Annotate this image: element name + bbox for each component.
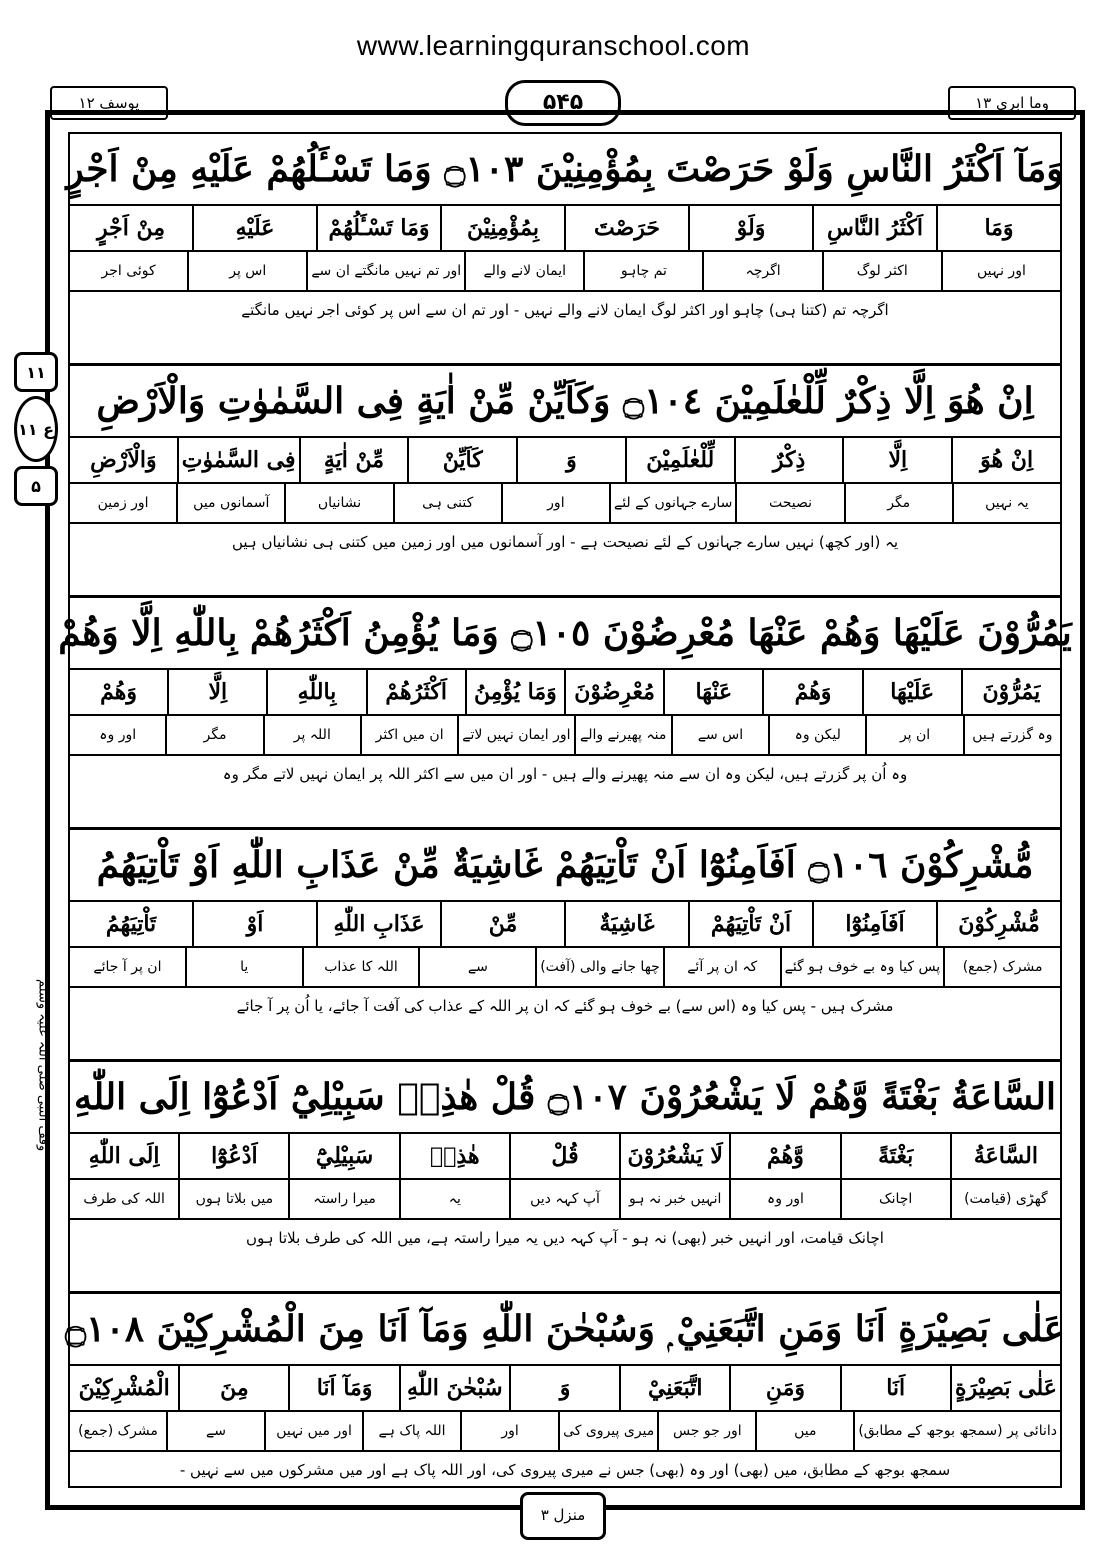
arabic-word: وَمَا يُؤْمِنُ <box>465 670 564 714</box>
urdu-meaning-row <box>70 484 1060 524</box>
urdu-meaning: ایمان لانے والے <box>464 252 583 290</box>
arabic-word: هٰذِهٖ <box>399 1134 509 1178</box>
arabic-word: وَمَا <box>936 206 1060 250</box>
urdu-meaning-row <box>70 252 1060 292</box>
urdu-meaning: اچانک <box>840 1180 950 1218</box>
arabic-word: غَاشِيَةٌ <box>564 902 688 946</box>
arabic-word: حَرَصْتَ <box>564 206 688 250</box>
urdu-translation: سمجھ بوجھ کے مطابق، میں (بھی) اور وہ (بھی) جس نے میری پیروی کی، اور اللہ پاک ہے اور میں مشرکوں میں سے نہیں - <box>179 1461 951 1479</box>
arabic-word: عَلٰى بَصِيْرَةٍ <box>950 1366 1060 1410</box>
margin-marker-bottom: ۵ <box>14 466 58 506</box>
site-url[interactable]: www.learningquranschool.com <box>356 30 751 61</box>
arabic-word: بَغْتَةً <box>840 1134 950 1178</box>
arabic-word: فِى السَّمٰوٰتِ <box>177 438 299 482</box>
arabic-word: اِلَّا <box>842 438 951 482</box>
verse-section <box>70 830 1060 1062</box>
urdu-meaning: یا <box>185 948 302 986</box>
urdu-meaning: سارے جہانوں کے لئے <box>609 484 735 522</box>
urdu-meaning: یہ <box>399 1180 509 1218</box>
arabic-word: وَلَوْ <box>688 206 812 250</box>
arabic-word: بِاللّٰهِ <box>266 670 365 714</box>
header-right-label: وما ابری ۱۳ <box>948 86 1076 120</box>
urdu-meaning: اور <box>460 1412 558 1450</box>
arabic-word: اَكْثَرُ النَّاسِ <box>812 206 936 250</box>
urdu-meaning: آپ کہہ دیں <box>509 1180 619 1218</box>
urdu-meaning-row <box>70 1412 1060 1452</box>
arabic-word: وَهُمْ <box>762 670 861 714</box>
urdu-meaning: اور <box>501 484 609 522</box>
arabic-word: قُلْ <box>509 1134 619 1178</box>
arabic-word-row <box>70 1366 1060 1412</box>
urdu-meaning: اس پر <box>187 252 306 290</box>
urdu-meaning: منہ پھیرنے والے <box>574 716 671 754</box>
arabic-word: اتَّبَعَنِيْ <box>619 1366 729 1410</box>
arabic-word: مُعْرِضُوْنَ <box>564 670 663 714</box>
urdu-translation: مشرک ہیں - پس کیا وہ (اس سے) بے خوف ہو گئے کہ ان پر اللہ کے عذاب کی آفت آ جائے، یا اُن پر آ جائے <box>236 997 894 1015</box>
urdu-meaning: میرا راستہ <box>288 1180 398 1218</box>
urdu-meaning: دانائی پر (سمجھ بوجھ کے مطابق) <box>853 1412 1060 1450</box>
arabic-word: اِلَّا <box>167 670 266 714</box>
urdu-meaning: ان پر <box>865 716 962 754</box>
urdu-meaning: لیکن وہ <box>768 716 865 754</box>
urdu-meaning: اور تم نہیں مانگتے ان سے <box>306 252 464 290</box>
verse-section <box>58 598 1072 830</box>
arabic-word-row <box>70 670 1060 716</box>
urdu-meaning: چھا جانے والی (آفت) <box>535 948 663 986</box>
page-number: ۵۴۵ <box>505 80 621 126</box>
ayah-line: السَّاعَةُ بَغْتَةً وَّهُمْ لَا يَشْعُرُوْنَ ۝١٠٧ قُلْ هٰذِهٖ سَبِيْلِيْٓ اَدْعُوْٓا اِلَى اللّٰهِ <box>70 1062 1060 1134</box>
arabic-word-row <box>70 438 1060 484</box>
arabic-word: اَكْثَرُهُمْ <box>366 670 465 714</box>
ruku-marker: ع ۱۱ <box>14 396 58 462</box>
arabic-word: مِنْ اَجْرٍ <box>96 215 166 241</box>
arabic-word: وَمَا تَسْـَٔلُهُمْ <box>316 206 440 250</box>
urdu-meaning: اللہ کا عذاب <box>302 948 419 986</box>
urdu-meaning: اور ایمان نہیں لاتے <box>457 716 573 754</box>
verse-section <box>70 366 1060 598</box>
arabic-word: الْمُشْرِكِيْنَ <box>78 1375 170 1401</box>
urdu-translation: وہ اُن پر گزرتے ہیں، لیکن وہ ان سے منہ پھیرنے والے ہیں - اور ان میں سے اکثر اللہ پر ایمان نہیں لاتے مگر وہ <box>222 765 908 783</box>
arabic-word: مُّشْرِكُوْنَ <box>936 902 1060 946</box>
urdu-meaning: اور وہ <box>99 727 137 743</box>
urdu-meaning: اور زمین <box>97 495 149 511</box>
urdu-meaning: نصیحت <box>735 484 843 522</box>
urdu-translation: اچانک قیامت، اور انہیں خبر (بھی) نہ ہو - آپ کہہ دیں یہ میرا راستہ ہے، میں اللہ کی طرف بلاتا ہوں <box>246 1229 884 1247</box>
arabic-word: اَوْ <box>192 902 316 946</box>
urdu-meaning: اور وہ <box>729 1180 839 1218</box>
arabic-word: عَلَيْهِ <box>192 206 316 250</box>
urdu-meaning: اور میں نہیں <box>264 1412 362 1450</box>
arabic-word: مِّنْ <box>440 902 564 946</box>
arabic-word: وَ <box>509 1366 619 1410</box>
arabic-word: ذِكْرٌ <box>734 438 843 482</box>
urdu-translation: اگرچہ تم (کتنا ہی) چاہو اور اکثر لوگ ایمان لانے والے نہیں - اور تم ان سے اس پر کوئی اجر نہیں مانگتے <box>241 301 889 319</box>
urdu-meaning: میں <box>755 1412 853 1450</box>
arabic-word: اَفَاَمِنُوْٓا <box>812 902 936 946</box>
urdu-meaning: مشرک (جمع) <box>78 1423 158 1439</box>
arabic-word: اَنْ تَاْتِيَهُمْ <box>688 902 812 946</box>
urdu-meaning: مگر <box>165 716 262 754</box>
urdu-meaning: انہیں خبر نہ ہو <box>619 1180 729 1218</box>
arabic-word: سُبْحٰنَ اللّٰهِ <box>399 1366 509 1410</box>
arabic-word: وَهُمْ <box>100 679 138 705</box>
urdu-meaning: میں بلاتا ہوں <box>178 1180 288 1218</box>
arabic-word: بِمُؤْمِنِيْنَ <box>440 206 564 250</box>
urdu-meaning: نشانیاں <box>284 484 392 522</box>
urdu-meaning: اور جو جس <box>657 1412 755 1450</box>
arabic-word: وَّهُمْ <box>729 1134 839 1178</box>
urdu-meaning: وہ گزرتے ہیں <box>963 716 1060 754</box>
urdu-meaning: پس کیا وہ بے خوف ہو گئے <box>780 948 944 986</box>
urdu-meaning: اور نہیں <box>941 252 1060 290</box>
urdu-meaning: اللہ پاک ہے <box>362 1412 460 1450</box>
arabic-word: عَلَيْهَا <box>862 670 961 714</box>
urdu-meaning: اگرچہ <box>702 252 821 290</box>
page-body <box>58 132 1072 1488</box>
header-left-label: یوسف ۱۲ <box>50 86 168 120</box>
urdu-translation: یہ (اور کچھ) نہیں سارے جہانوں کے لئے نصیحت ہے - اور آسمانوں میں اور زمین میں کتنی ہی نشانیاں ہیں <box>231 533 899 551</box>
urdu-meaning: کوئی اجر <box>101 263 156 279</box>
urdu-meaning-row <box>70 948 1060 988</box>
arabic-word: كَاَيِّنْ <box>407 438 516 482</box>
urdu-meaning: میری پیروی کی <box>558 1412 657 1450</box>
arabic-word: عَنْهَا <box>663 670 762 714</box>
urdu-meaning: یہ نہیں <box>952 484 1060 522</box>
urdu-meaning: ان میں اکثر <box>360 716 457 754</box>
verse-section <box>66 134 1064 366</box>
verse-section <box>70 1062 1060 1294</box>
arabic-word-row <box>70 902 1060 948</box>
arabic-word: اَنَا <box>840 1366 950 1410</box>
urdu-meaning: گھڑی (قیامت) <box>950 1180 1060 1218</box>
urdu-meaning: تم چاہو <box>583 252 702 290</box>
urdu-meaning: اکثر لوگ <box>822 252 941 290</box>
ayah-line: مُّشْرِكُوْنَ ۝١٠٦ اَفَاَمِنُوْٓا اَنْ تَاْتِيَهُمْ غَاشِيَةٌ مِّنْ عَذَابِ اللّٰهِ اَوْ تَاْتِيَهُمُ <box>70 830 1060 902</box>
margin-waqf-note: وقف النبی صلی اللہ علیہ وسلم <box>35 978 51 1152</box>
urdu-meaning: مشرک (جمع) <box>943 948 1060 986</box>
arabic-word: وَ <box>516 438 625 482</box>
urdu-meaning: کہ ان پر آئے <box>663 948 780 986</box>
arabic-word: مِّنْ اٰيَةٍ <box>299 438 408 482</box>
arabic-word: عَذَابِ اللّٰهِ <box>316 902 440 946</box>
urdu-meaning: مگر <box>844 484 952 522</box>
arabic-word: مِنَ <box>178 1366 288 1410</box>
arabic-word: سَبِيْلِيْٓ <box>288 1134 398 1178</box>
arabic-word: اِنْ هُوَ <box>951 438 1060 482</box>
urdu-meaning: سے <box>418 948 535 986</box>
arabic-word: يَمُرُّوْنَ <box>961 670 1060 714</box>
arabic-word-row <box>70 206 1060 252</box>
ayah-line: اِنْ هُوَ اِلَّا ذِكْرٌ لِّلْعٰلَمِيْنَ ۝١٠٤ وَكَاَيِّنْ مِّنْ اٰيَةٍ فِى السَّمٰوٰتِ وَالْاَرْضِ <box>70 366 1060 438</box>
arabic-word: تَاْتِيَهُمُ <box>105 911 157 937</box>
urdu-meaning: کتنی ہی <box>393 484 501 522</box>
urdu-meaning: اس سے <box>671 716 768 754</box>
urdu-meaning: ان پر آ جائے <box>93 959 162 975</box>
urdu-meaning: سے <box>166 1412 264 1450</box>
urdu-meaning: اللہ پر <box>263 716 360 754</box>
urdu-meaning: اللہ کی طرف <box>83 1191 165 1207</box>
arabic-word: لِّلْعٰلَمِيْنَ <box>625 438 734 482</box>
ayah-line: يَمُرُّوْنَ عَلَيْهَا وَهُمْ عَنْهَا مُعْرِضُوْنَ ۝١٠٥ وَمَا يُؤْمِنُ اَكْثَرُهُمْ بِاللّٰهِ اِلَّا وَهُمْ <box>70 598 1060 670</box>
ayah-line: وَمَآ اَكْثَرُ النَّاسِ وَلَوْ حَرَصْتَ بِمُؤْمِنِيْنَ ۝١٠٣ وَمَا تَسْـَٔلُهُمْ عَلَيْهِ مِنْ اَجْرٍ <box>70 134 1060 206</box>
arabic-word: السَّاعَةُ <box>950 1134 1060 1178</box>
arabic-word: وَمَنِ <box>729 1366 839 1410</box>
ayah-line: عَلٰى بَصِيْرَةٍ اَنَا وَمَنِ اتَّبَعَنِيْ ۭ وَسُبْحٰنَ اللّٰهِ وَمَآ اَنَا مِنَ الْمُشْرِكِيْنَ ۝١٠٨ <box>70 1294 1060 1366</box>
arabic-word-row <box>70 1134 1060 1180</box>
urdu-meaning-row <box>70 1180 1060 1220</box>
manzil-label: منزل ۳ <box>520 1492 606 1540</box>
arabic-word: لَا يَشْعُرُوْنَ <box>619 1134 729 1178</box>
margin-marker-top: ۱۱ <box>14 352 58 392</box>
urdu-meaning: آسمانوں میں <box>176 484 284 522</box>
arabic-word: وَمَآ اَنَا <box>288 1366 398 1410</box>
arabic-word: وَالْاَرْضِ <box>90 447 157 473</box>
urdu-meaning-row <box>70 716 1060 756</box>
arabic-word: اَدْعُوْٓا <box>178 1134 288 1178</box>
arabic-word: اِلَى اللّٰهِ <box>88 1143 160 1169</box>
